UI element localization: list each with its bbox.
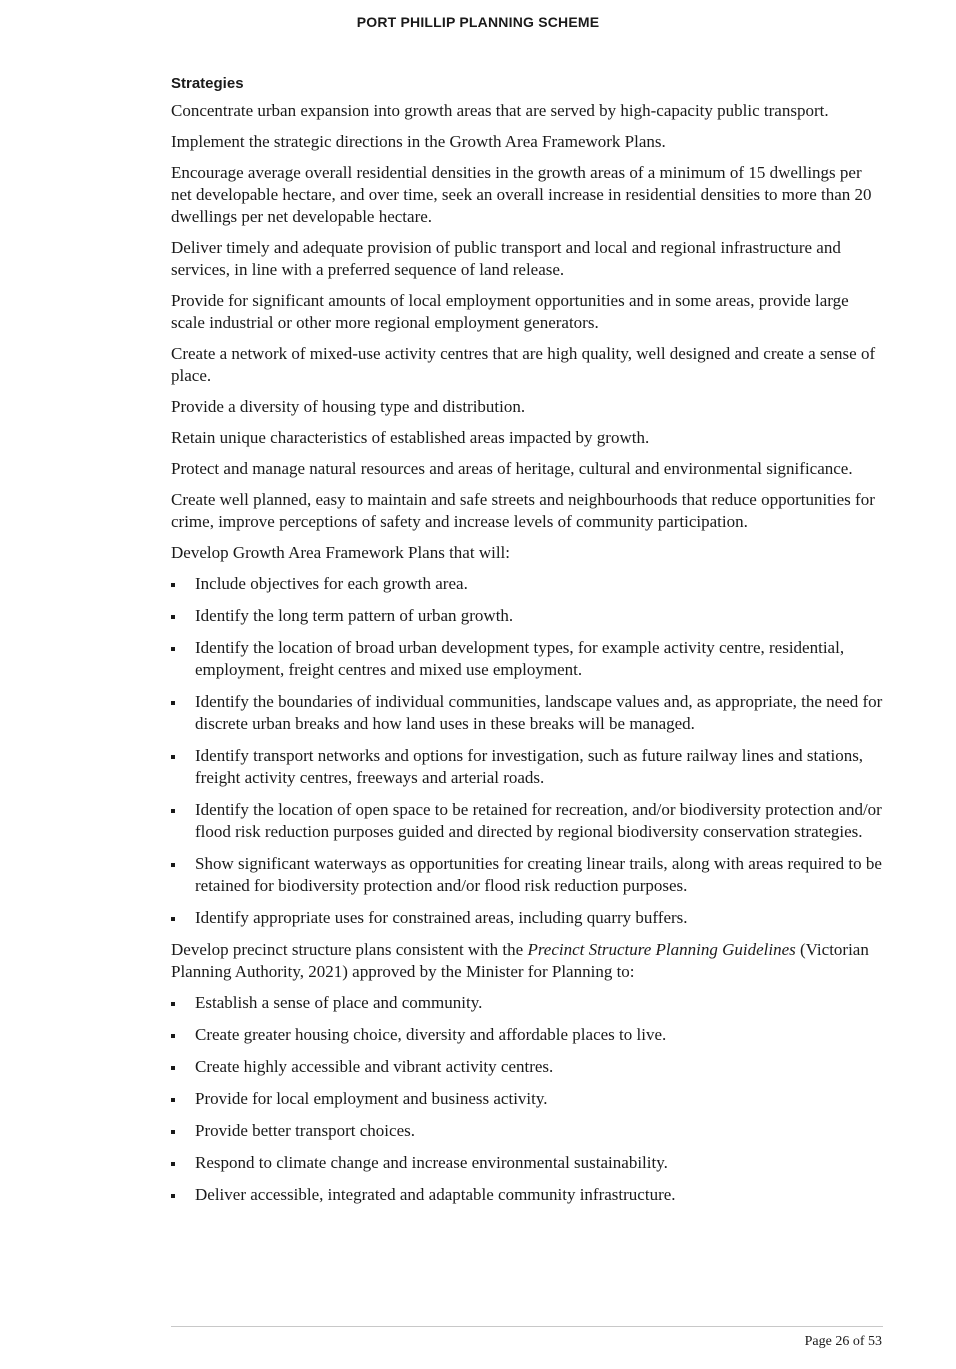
- list-item-text: Identify the long term pattern of urban growth.: [195, 606, 514, 625]
- bullet-icon: [171, 1034, 175, 1038]
- bullet-icon: [171, 755, 175, 759]
- document-body: [171, 74, 885, 1216]
- strategy-paragraph: Concentrate urban expansion into growth areas that are served by high-capacity public transport.: [171, 101, 829, 120]
- bullet-icon: [171, 1162, 175, 1166]
- list-item-text: Identify transport networks and options for investigation, such as future railway lines and stations, freight activity centres, freeways and arterial roads.: [195, 746, 864, 787]
- bullet-icon: [171, 615, 175, 619]
- list-item-text: Identify the location of broad urban development types, for example activity centre, residential, employment, freight centres and mixed use employment.: [195, 638, 845, 679]
- bullet-icon: [171, 1130, 175, 1134]
- bullet-icon: [171, 917, 175, 921]
- list-item-text: Identify the location of open space to be retained for recreation, and/or biodiversity protection and/or flood risk reduction purposes guided and directed by regional biodiversity conservation strategies.: [195, 800, 882, 841]
- page-number: Page 26 of 53: [804, 1334, 882, 1349]
- bullet-icon: [171, 583, 175, 587]
- list-item: [171, 605, 885, 627]
- bullet-icon: [171, 701, 175, 705]
- list-item: [171, 992, 885, 1014]
- list-item: [171, 1024, 885, 1046]
- list-item-text: Establish a sense of place and community.: [195, 993, 483, 1012]
- precinct-plans-list: [171, 992, 885, 1206]
- footer-divider: [171, 1326, 883, 1327]
- strategy-paragraph: Create a network of mixed-use activity centres that are high quality, well designed and create a sense of place.: [171, 344, 876, 385]
- strategy-paragraph: Protect and manage natural resources and areas of heritage, cultural and environmental significance.: [171, 459, 853, 478]
- list-item-text: Identify the boundaries of individual communities, landscape values and, as appropriate, the need for discrete urban breaks and how land uses in these breaks will be managed.: [195, 692, 883, 733]
- list-item-text: Create highly accessible and vibrant activity centres.: [195, 1057, 554, 1076]
- list-item: [171, 1184, 885, 1206]
- list-item: [171, 691, 885, 735]
- guidelines-title: Precinct Structure Planning Guidelines: [527, 940, 796, 959]
- list-item-text: Identify appropriate uses for constrained areas, including quarry buffers.: [195, 908, 688, 927]
- list-item-text: Show significant waterways as opportunities for creating linear trails, along with areas required to be retained for biodiversity protection and/or flood risk reduction purposes.: [195, 854, 882, 895]
- list-item: [171, 1056, 885, 1078]
- framework-plans-intro: Develop Growth Area Framework Plans that will:: [171, 543, 510, 562]
- page-header-title: PORT PHILLIP PLANNING SCHEME: [356, 14, 600, 30]
- strategy-paragraph: Deliver timely and adequate provision of public transport and local and regional infrastructure and services, in line with a preferred sequence of land release.: [171, 238, 841, 279]
- strategy-paragraph: Provide for significant amounts of local employment opportunities and in some areas, provide large scale industrial or other more regional employment generators.: [171, 291, 849, 332]
- list-item-text: Include objectives for each growth area.: [195, 574, 468, 593]
- list-item-text: Create greater housing choice, diversity and affordable places to live.: [195, 1025, 667, 1044]
- list-item: [171, 637, 885, 681]
- list-item: [171, 853, 885, 897]
- list-item-text: Provide better transport choices.: [195, 1121, 415, 1140]
- list-item: [171, 1152, 885, 1174]
- list-item: [171, 1088, 885, 1110]
- bullet-icon: [171, 863, 175, 867]
- list-item-text: Respond to climate change and increase environmental sustainability.: [195, 1153, 668, 1172]
- list-item-text: Deliver accessible, integrated and adaptable community infrastructure.: [195, 1185, 676, 1204]
- section-heading: Strategies: [171, 75, 244, 92]
- precinct-intro-text-end: (Victorian Planning Authority, 2021) approved by the Minister for Planning to:: [171, 940, 869, 981]
- precinct-intro-text: Develop precinct structure plans consistent with the: [171, 940, 528, 959]
- list-item-text: Provide for local employment and business activity.: [195, 1089, 548, 1108]
- list-item: [171, 907, 885, 929]
- list-item: [171, 799, 885, 843]
- bullet-icon: [171, 647, 175, 651]
- strategy-paragraph: Create well planned, easy to maintain and safe streets and neighbourhoods that reduce opportunities for crime, improve perceptions of safety and increase levels of community participation.: [171, 490, 875, 531]
- list-item: [171, 745, 885, 789]
- bullet-icon: [171, 809, 175, 813]
- strategy-paragraph: Retain unique characteristics of established areas impacted by growth.: [171, 428, 650, 447]
- strategy-paragraph: Encourage average overall residential densities in the growth areas of a minimum of 15 dwellings per net developable hectare, and over time, seek an overall increase in residential densities to more than 20 dwellings per net developable hectare.: [171, 163, 872, 226]
- bullet-icon: [171, 1002, 175, 1006]
- list-item: [171, 1120, 885, 1142]
- list-item: [171, 573, 885, 595]
- precinct-plans-intro: [171, 939, 885, 983]
- strategy-paragraph: Provide a diversity of housing type and distribution.: [171, 397, 526, 416]
- bullet-icon: [171, 1194, 175, 1198]
- framework-plans-list: [171, 573, 885, 929]
- bullet-icon: [171, 1098, 175, 1102]
- bullet-icon: [171, 1066, 175, 1070]
- strategy-paragraph: Implement the strategic directions in the Growth Area Framework Plans.: [171, 132, 666, 151]
